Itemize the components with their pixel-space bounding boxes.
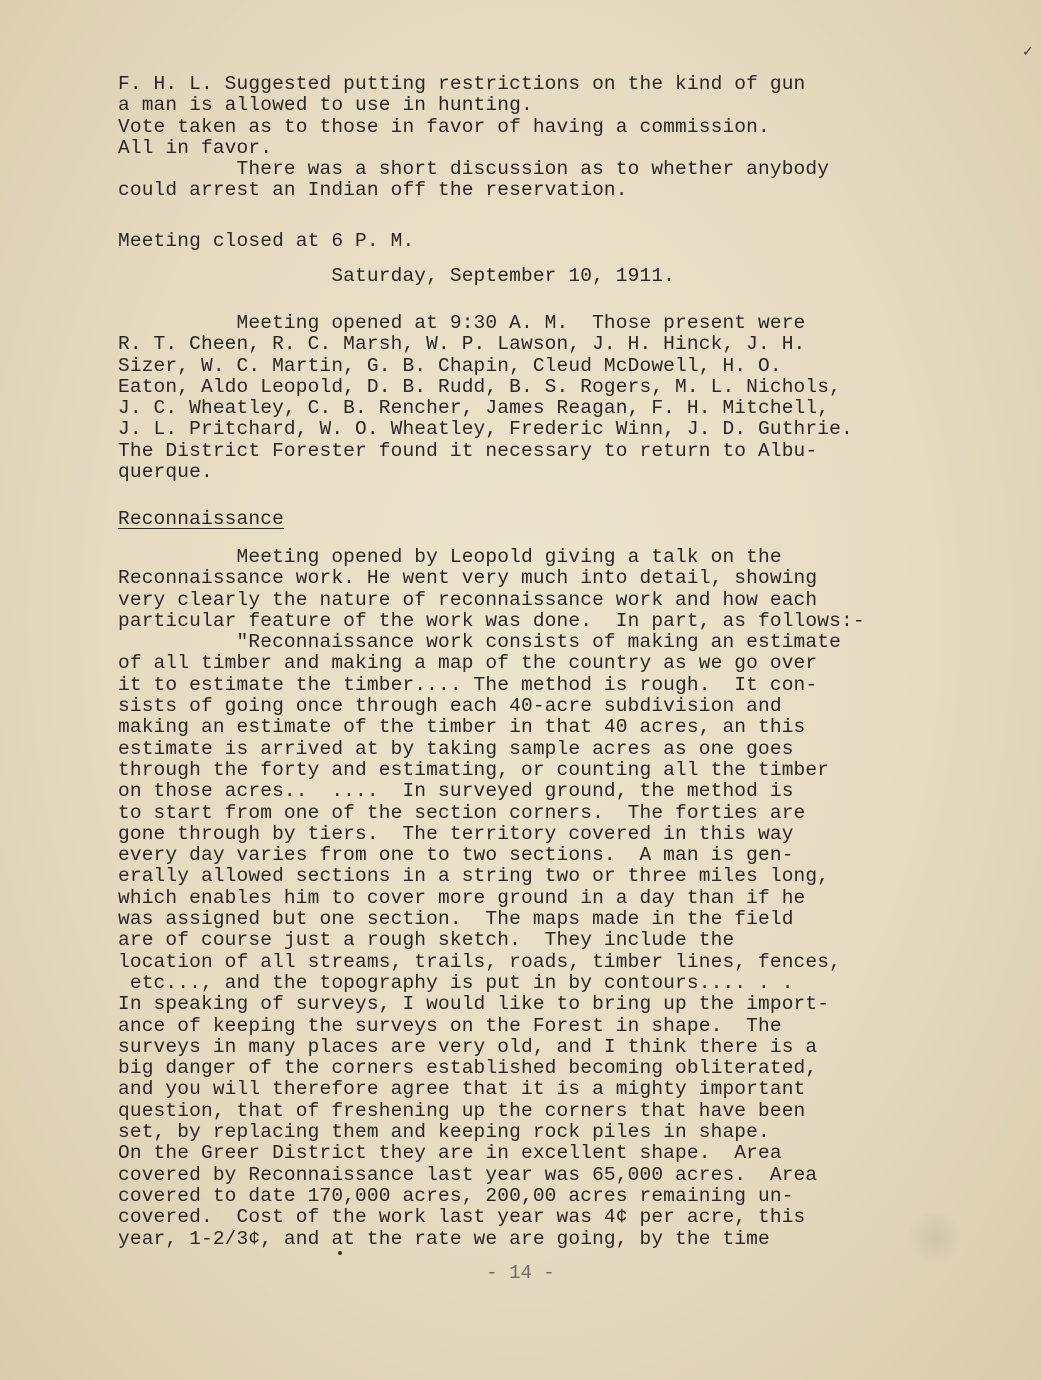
text-line: to start from one of the section corners. The forties are bbox=[118, 801, 806, 824]
text-line: estimate is arrived at by taking sample acres as one goes bbox=[118, 737, 794, 760]
ink-dot bbox=[338, 1251, 342, 1255]
reconnaissance-talk-paragraph bbox=[118, 547, 948, 1250]
text-line: which enables him to cover more ground in a day than if he bbox=[118, 886, 806, 909]
text-line: it to estimate the timber.... The method is rough. It con- bbox=[118, 673, 818, 696]
text-line: location of all streams, trails, roads, timber lines, fences, bbox=[118, 950, 841, 973]
text-line: R. T. Cheen, R. C. Marsh, W. P. Lawson, J. H. Hinck, J. H. bbox=[118, 333, 806, 356]
text-line: There was a short discussion as to whether anybody bbox=[118, 158, 830, 181]
text-line: Meeting opened by Leopold giving a talk on the bbox=[118, 546, 782, 568]
text-line: Eaton, Aldo Leopold, D. B. Rudd, B. S. Rogers, M. L. Nichols, bbox=[118, 375, 841, 398]
text-line: of all timber and making a map of the country as we go over bbox=[118, 652, 818, 675]
text-line: gone through by tiers. The territory covered in this way bbox=[118, 822, 794, 845]
page-number: - 14 - bbox=[486, 1262, 555, 1284]
text-line: All in favor. bbox=[118, 136, 273, 159]
text-line: and you will therefore agree that it is a mighty important bbox=[118, 1078, 806, 1101]
text-line: In speaking of surveys, I would like to bring up the import- bbox=[118, 993, 830, 1016]
text-line: question, that of freshening up the corners that have been bbox=[118, 1099, 806, 1122]
text-line: Meeting opened at 9:30 A. M. Those present were bbox=[118, 312, 806, 334]
text-line: year, 1-2/3¢, and at the rate we are going, by the time bbox=[118, 1227, 770, 1250]
corner-mark: ✓ bbox=[1022, 44, 1034, 60]
text-line: set, by replacing them and keeping rock piles in shape. bbox=[118, 1121, 770, 1144]
text-line: every day varies from one to two sections. A man is gen- bbox=[118, 844, 794, 867]
text-line: F. H. L. Suggested putting restrictions on the kind of gun bbox=[118, 73, 806, 95]
minutes-block-gun-restrictions bbox=[118, 74, 948, 202]
meeting-closed-line: Meeting closed at 6 P. M. bbox=[118, 230, 415, 252]
text-line: J. L. Pritchard, W. O. Wheatley, Frederic Winn, J. D. Guthrie. bbox=[118, 418, 853, 441]
text-line: querque. bbox=[118, 461, 213, 484]
text-line: ance of keeping the surveys on the Forest in shape. The bbox=[118, 1014, 782, 1037]
text-line: Sizer, W. C. Martin, G. B. Chapin, Cleud McDowell, H. O. bbox=[118, 354, 782, 377]
text-line: On the Greer District they are in excellent shape. Area bbox=[118, 1142, 782, 1165]
text-line: surveys in many places are very old, and I think there is a bbox=[118, 1035, 818, 1058]
text-line: through the forty and estimating, or counting all the timber bbox=[118, 758, 830, 781]
text-line: "Reconnaissance work consists of making an estimate bbox=[118, 631, 841, 654]
text-line: on those acres.. .... In surveyed ground, the method is bbox=[118, 780, 794, 803]
text-line: Reconnaissance work. He went very much into detail, showing bbox=[118, 567, 818, 590]
text-line: could arrest an Indian off the reservation. bbox=[118, 179, 628, 202]
text-line: making an estimate of the timber in that 40 acres, an this bbox=[118, 716, 806, 739]
text-line: was assigned but one section. The maps made in the field bbox=[118, 908, 794, 931]
text-line: sists of going once through each 40-acre subdivision and bbox=[118, 695, 782, 718]
section-heading-reconnaissance: Reconnaissance bbox=[118, 508, 284, 530]
text-line: J. C. Wheatley, C. B. Rencher, James Reagan, F. H. Mitchell, bbox=[118, 397, 830, 420]
text-line: covered to date 170,000 acres, 200,00 acres remaining un- bbox=[118, 1184, 794, 1207]
text-line: covered by Reconnaissance last year was 65,000 acres. Area bbox=[118, 1163, 818, 1186]
text-line: etc..., and the topography is put in by contours.... . . bbox=[118, 971, 794, 994]
text-line: erally allowed sections in a string two or three miles long, bbox=[118, 865, 830, 888]
text-line: particular feature of the work was done. In part, as follows:- bbox=[118, 609, 865, 632]
text-line: covered. Cost of the work last year was 4¢ per acre, this bbox=[118, 1206, 806, 1229]
text-line: The District Forester found it necessary to return to Albu- bbox=[118, 439, 818, 462]
text-line: big danger of the corners established becoming obliterated, bbox=[118, 1057, 818, 1080]
attendees-paragraph bbox=[118, 313, 948, 483]
text-line: a man is allowed to use in hunting. bbox=[118, 94, 533, 117]
text-line: Vote taken as to those in favor of having a commission. bbox=[118, 115, 770, 138]
text-line: are of course just a rough sketch. They include the bbox=[118, 929, 735, 952]
text-line: very clearly the nature of reconnaissance work and how each bbox=[118, 588, 818, 611]
meeting-date-heading: Saturday, September 10, 1911. bbox=[118, 265, 676, 287]
